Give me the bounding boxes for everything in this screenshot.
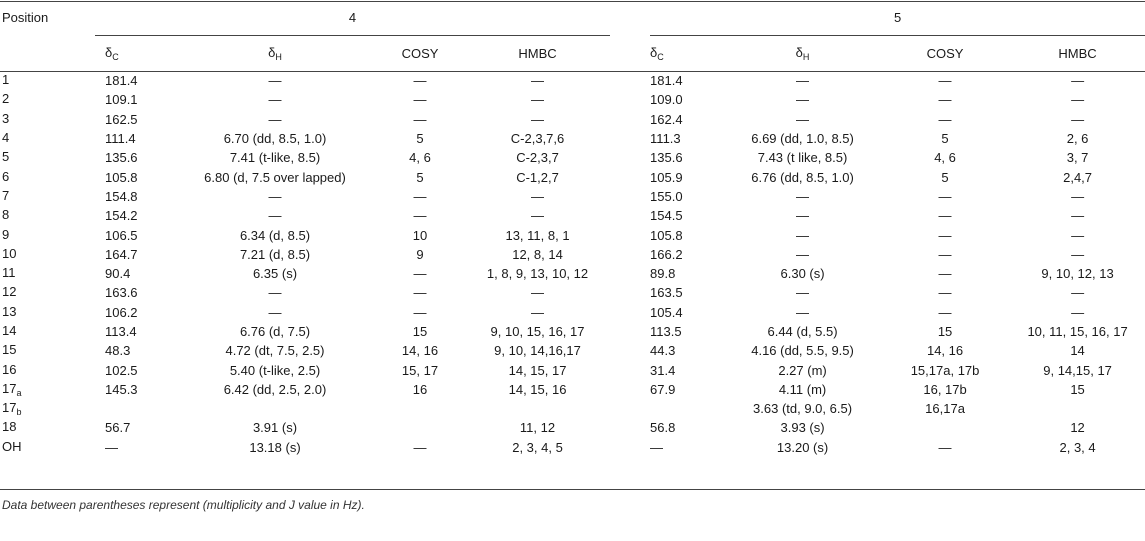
cosy-5-cell: — bbox=[938, 266, 952, 282]
header-row-columns bbox=[0, 35, 1145, 71]
cosy-4-cell: — bbox=[413, 92, 427, 108]
hmbc-5-cell: 9, 14,15, 17 bbox=[1043, 362, 1112, 378]
delta-h-5-cell: 13.20 (s) bbox=[776, 439, 829, 455]
delta-h-4-cell: 6.34 (d, 8.5) bbox=[239, 227, 311, 243]
cosy-5-cell: — bbox=[938, 439, 952, 455]
hmbc-5-cell: 9, 10, 12, 13 bbox=[1041, 266, 1114, 282]
delta-h-5-cell: 6.76 (dd, 8.5, 1.0) bbox=[751, 169, 854, 185]
delta-h-5-cell: — bbox=[796, 246, 810, 262]
delta-c-5-cell: 181.4 bbox=[650, 73, 683, 89]
table-row bbox=[0, 438, 1145, 457]
delta-h-4-cell: 3.91 (s) bbox=[252, 420, 298, 436]
hmbc-5-cell: 2, 3, 4 bbox=[1059, 439, 1096, 455]
cosy-5-cell: 16, 17b bbox=[923, 381, 967, 397]
hmbc-4-cell: — bbox=[531, 304, 545, 320]
delta-h-5-cell: 3.93 (s) bbox=[780, 420, 825, 436]
cosy-5-cell: 15,17a, 17b bbox=[910, 362, 980, 378]
cosy-header-4: COSY bbox=[401, 45, 439, 61]
position-cell: 13 bbox=[2, 303, 17, 319]
spacer-cell bbox=[610, 399, 650, 418]
cosy-4-cell: 10 bbox=[412, 227, 428, 243]
hmbc-4-cell: — bbox=[531, 73, 545, 89]
hmbc-4-cell: C-2,3,7 bbox=[516, 150, 559, 166]
table-row bbox=[0, 380, 1145, 399]
cosy-5-cell: 14, 16 bbox=[926, 343, 964, 359]
hmbc-5-cell: — bbox=[1071, 208, 1085, 224]
delta-c-4-cell: 154.8 bbox=[105, 188, 138, 204]
delta-c-4-cell: 135.6 bbox=[105, 150, 138, 166]
spacer-cell bbox=[610, 360, 650, 379]
delta-c-5-cell: 135.6 bbox=[650, 150, 683, 166]
hmbc-4-cell: — bbox=[531, 92, 545, 108]
delta-h-4-cell: — bbox=[268, 111, 282, 127]
delta-h-5-cell: 4.16 (dd, 5.5, 9.5) bbox=[751, 343, 854, 359]
cosy-5-cell: — bbox=[938, 208, 952, 224]
cosy-4-cell bbox=[375, 399, 465, 418]
spacer-cell bbox=[610, 187, 650, 206]
hmbc-5-cell: — bbox=[1071, 304, 1085, 320]
table-row bbox=[0, 225, 1145, 244]
delta-c-4-cell: 109.1 bbox=[105, 92, 138, 108]
cosy-5-cell: — bbox=[938, 111, 952, 127]
compound-5-header: 5 bbox=[893, 10, 902, 25]
cosy-4-cell: — bbox=[413, 266, 427, 282]
cosy-5-cell: 5 bbox=[941, 131, 949, 147]
cosy-4-cell: 5 bbox=[416, 131, 424, 147]
table-row bbox=[0, 399, 1145, 418]
delta-h-4-cell: 5.40 (t-like, 2.5) bbox=[229, 362, 321, 378]
cosy-4-cell: — bbox=[413, 188, 427, 204]
cosy-4-cell: 16 bbox=[412, 381, 428, 397]
table-row bbox=[0, 341, 1145, 360]
hmbc-4-cell: 12, 8, 14 bbox=[512, 246, 563, 262]
delta-c-4-cell: 106.5 bbox=[105, 227, 138, 243]
table-row bbox=[0, 206, 1145, 225]
delta-h-5-cell: — bbox=[796, 188, 810, 204]
position-cell: 11 bbox=[2, 265, 16, 281]
position-cell: 7 bbox=[2, 187, 10, 203]
delta-h-5-cell: 7.43 (t like, 8.5) bbox=[757, 150, 848, 166]
hmbc-4-cell: 13, 11, 8, 1 bbox=[505, 227, 570, 243]
delta-c-4-cell: — bbox=[105, 439, 118, 455]
table-row bbox=[0, 187, 1145, 206]
hmbc-4-cell: — bbox=[531, 111, 545, 127]
delta-h-4-cell: — bbox=[268, 73, 282, 89]
table-row bbox=[0, 303, 1145, 322]
delta-h-5-cell: — bbox=[796, 208, 810, 224]
spacer-cell bbox=[610, 167, 650, 186]
delta-h-4-cell: — bbox=[268, 208, 282, 224]
delta-h-4-cell: — bbox=[268, 285, 282, 301]
hmbc-header-4: HMBC bbox=[518, 45, 557, 61]
delta-c-5-cell: 109.0 bbox=[650, 92, 683, 108]
delta-h-4-cell: 6.70 (dd, 8.5, 1.0) bbox=[223, 131, 327, 147]
position-cell: 16 bbox=[2, 361, 17, 377]
cosy-5-cell: 16,17a bbox=[925, 401, 965, 417]
delta-h-4-cell: — bbox=[268, 188, 282, 204]
spacer-cell bbox=[610, 264, 650, 283]
delta-c-5-cell: 166.2 bbox=[650, 246, 683, 262]
cosy-4-cell: 14, 16 bbox=[401, 343, 439, 359]
delta-h-4-cell: 6.80 (d, 7.5 over lapped) bbox=[204, 169, 346, 185]
position-cell: 12 bbox=[2, 284, 17, 300]
delta-h-5-cell: — bbox=[796, 227, 810, 243]
delta-c-5-cell: 162.4 bbox=[650, 111, 683, 127]
delta-c-4-cell: 105.8 bbox=[105, 169, 138, 185]
table-row bbox=[0, 360, 1145, 379]
spacer-cell bbox=[610, 148, 650, 167]
spacer-cell bbox=[610, 90, 650, 109]
hmbc-5-cell: 12 bbox=[1070, 420, 1085, 436]
delta-h-4-cell: — bbox=[268, 304, 282, 320]
delta-c-4-cell: 90.4 bbox=[105, 266, 131, 282]
delta-c-5-cell bbox=[650, 399, 725, 418]
hmbc-4-cell: C-2,3,7,6 bbox=[510, 131, 565, 147]
delta-c-4-cell: 111.4 bbox=[105, 131, 136, 147]
position-cell: 6 bbox=[2, 168, 10, 184]
hmbc-4-cell: C-1,2,7 bbox=[516, 169, 559, 185]
footnote: Data between parentheses represent (multiplicity and J value in Hz). bbox=[2, 498, 365, 512]
hmbc-5-cell: — bbox=[1071, 111, 1085, 127]
cosy-5-cell: — bbox=[938, 92, 952, 108]
cosy-5-cell bbox=[880, 418, 1010, 437]
delta-c-4-cell: 102.5 bbox=[105, 362, 138, 378]
header-row-compounds bbox=[0, 0, 1145, 35]
delta-h-4-cell: 13.18 (s) bbox=[249, 439, 301, 455]
cosy-5-cell: — bbox=[938, 188, 952, 204]
hmbc-5-cell: 2,4,7 bbox=[1063, 169, 1093, 185]
delta-h-5-cell: — bbox=[796, 73, 810, 89]
delta-c-4-cell: 164.7 bbox=[105, 246, 138, 262]
delta-h-5-cell: — bbox=[796, 111, 810, 127]
hmbc-5-cell: — bbox=[1071, 227, 1085, 243]
cosy-4-cell: — bbox=[413, 439, 427, 455]
delta-c-4-cell: 154.2 bbox=[105, 208, 138, 224]
position-cell: 4 bbox=[2, 130, 10, 146]
delta-h-5-cell: 6.69 (dd, 1.0, 8.5) bbox=[751, 131, 854, 147]
position-cell: $17_a$ bbox=[2, 380, 22, 398]
spacer-cell bbox=[610, 206, 650, 225]
delta-h-4-cell: 6.76 (d, 7.5) bbox=[239, 324, 311, 339]
cosy-4-cell: — bbox=[413, 208, 427, 224]
table-row bbox=[0, 90, 1145, 109]
hmbc-5-cell: 14 bbox=[1070, 343, 1085, 359]
delta-h-5-cell: — bbox=[796, 92, 810, 108]
delta-h-5-cell: 2.27 (m) bbox=[778, 362, 827, 378]
table-row bbox=[0, 245, 1145, 264]
hmbc-4-cell: 14, 15, 17 bbox=[508, 362, 567, 378]
spacer-cell bbox=[610, 283, 650, 302]
position-cell: 18 bbox=[2, 419, 17, 435]
table-row bbox=[0, 418, 1145, 437]
delta-h-5-cell: — bbox=[796, 304, 810, 320]
cosy-5-cell: 15 bbox=[937, 324, 953, 339]
delta-h-4-cell: 7.21 (d, 8.5) bbox=[239, 246, 311, 262]
spacer-cell bbox=[610, 245, 650, 264]
delta-c-5-cell: 105.8 bbox=[650, 227, 683, 243]
cosy-4-cell bbox=[375, 418, 465, 437]
delta-c-5-cell: 111.3 bbox=[650, 131, 681, 147]
delta-c-4-cell: 113.4 bbox=[105, 324, 137, 339]
hmbc-4-cell: 11, 12 bbox=[519, 420, 556, 436]
delta-h-4-cell: 6.35 (s) bbox=[252, 266, 298, 282]
delta-c-5-cell: 105.4 bbox=[650, 304, 683, 320]
cosy-5-cell: 4, 6 bbox=[934, 150, 956, 166]
hmbc-4-cell bbox=[465, 399, 610, 418]
cosy-4-cell: 15, 17 bbox=[401, 362, 439, 378]
position-cell: $17_b$ bbox=[2, 400, 22, 418]
delta-h-4-cell: 7.41 (t-like, 8.5) bbox=[229, 150, 321, 166]
delta-c-4-cell: 56.7 bbox=[105, 420, 131, 436]
cosy-4-cell: — bbox=[413, 304, 427, 320]
delta-c-5-cell: 155.0 bbox=[650, 188, 683, 204]
spacer-cell bbox=[610, 341, 650, 360]
table-row bbox=[0, 148, 1145, 167]
position-cell: 3 bbox=[2, 110, 10, 126]
cosy-5-cell: — bbox=[938, 285, 952, 301]
delta-c-5-cell: 154.5 bbox=[650, 208, 683, 224]
position-header: Position bbox=[2, 10, 49, 25]
delta-h-4-cell: 6.42 (dd, 2.5, 2.0) bbox=[223, 381, 327, 397]
delta-h-4-cell bbox=[175, 399, 375, 418]
position-cell: 10 bbox=[2, 245, 17, 261]
delta-c-4-cell: 162.5 bbox=[105, 111, 138, 127]
spacer-cell bbox=[610, 225, 650, 244]
hmbc-5-cell bbox=[1010, 399, 1145, 418]
delta-h-5-cell: — bbox=[796, 285, 810, 301]
hmbc-4-cell: 9, 10, 15, 16, 17 bbox=[490, 324, 585, 339]
delta-h-5-cell: 6.44 (d, 5.5) bbox=[767, 324, 838, 339]
spacer-cell bbox=[610, 438, 650, 457]
delta-c-5-cell: — bbox=[650, 439, 664, 455]
delta-c-5-cell: 105.9 bbox=[650, 169, 683, 185]
delta-c-4-cell: 106.2 bbox=[105, 304, 138, 320]
cosy-4-cell: — bbox=[413, 111, 427, 127]
table-row bbox=[0, 129, 1145, 148]
cosy-4-cell: — bbox=[413, 285, 427, 301]
table-row bbox=[0, 264, 1145, 283]
delta-c-4-cell: 181.4 bbox=[105, 73, 138, 89]
spacer-cell bbox=[610, 418, 650, 437]
hmbc-5-cell: — bbox=[1071, 73, 1085, 89]
delta-c-4-cell: 163.6 bbox=[105, 285, 138, 301]
cosy-5-cell: — bbox=[938, 246, 952, 262]
delta-c-4-cell: 145.3 bbox=[105, 381, 138, 397]
delta-h-5-cell: 6.30 (s) bbox=[780, 266, 825, 282]
hmbc-5-cell: — bbox=[1071, 285, 1085, 301]
compound-4-header: 4 bbox=[348, 10, 357, 25]
hmbc-5-cell: 2, 6 bbox=[1066, 131, 1089, 147]
delta-h-5-cell: 4.11 (m) bbox=[778, 381, 827, 397]
cosy-4-cell: 15 bbox=[412, 324, 428, 339]
table-body bbox=[0, 71, 1145, 457]
hmbc-5-cell: 15 bbox=[1070, 381, 1085, 397]
hmbc-5-cell: — bbox=[1071, 188, 1085, 204]
hmbc-4-cell: 1, 8, 9, 13, 10, 12 bbox=[486, 266, 589, 282]
hmbc-4-cell: — bbox=[531, 285, 545, 301]
position-cell: 14 bbox=[2, 323, 17, 338]
hmbc-header-5: HMBC bbox=[1058, 45, 1097, 61]
delta-c-5-cell: 163.5 bbox=[650, 285, 683, 301]
position-cell: OH bbox=[2, 438, 22, 454]
delta-c-5-cell: 89.8 bbox=[650, 266, 676, 282]
hmbc-5-cell: 10, 11, 15, 16, 17 bbox=[1027, 324, 1128, 339]
delta-c-5-cell: 67.9 bbox=[650, 381, 676, 397]
cosy-5-cell: — bbox=[938, 227, 952, 243]
table-row bbox=[0, 167, 1145, 186]
delta-h-4-cell: 4.72 (dt, 7.5, 2.5) bbox=[225, 343, 325, 359]
delta-c-4-cell bbox=[95, 399, 175, 418]
delta-c-4-cell: 48.3 bbox=[105, 343, 131, 359]
delta-c-5-cell: 31.4 bbox=[650, 362, 676, 378]
cosy-5-cell: 5 bbox=[941, 169, 949, 185]
hmbc-5-cell: 3, 7 bbox=[1066, 150, 1089, 166]
cosy-header-5: COSY bbox=[926, 45, 964, 61]
delta-h-5-cell: 3.63 (td, 9.0, 6.5) bbox=[753, 401, 853, 417]
table-row bbox=[0, 71, 1145, 90]
delta-c-header-5: $\delta_C$ bbox=[650, 44, 664, 62]
cosy-4-cell: 4, 6 bbox=[409, 150, 431, 166]
spacer-cell bbox=[610, 71, 650, 90]
spacer-cell bbox=[610, 110, 650, 129]
cosy-4-cell: 5 bbox=[416, 169, 424, 185]
spacer-cell bbox=[610, 129, 650, 148]
hmbc-4-cell: — bbox=[531, 188, 545, 204]
delta-c-5-cell: 44.3 bbox=[650, 343, 676, 359]
hmbc-4-cell: 2, 3, 4, 5 bbox=[512, 439, 563, 455]
hmbc-5-cell: — bbox=[1071, 246, 1085, 262]
position-cell: 2 bbox=[2, 91, 10, 107]
hmbc-4-cell: — bbox=[531, 208, 545, 224]
table-row bbox=[0, 110, 1145, 129]
hmbc-5-cell: — bbox=[1071, 92, 1085, 108]
hmbc-4-cell: 9, 10, 14,16,17 bbox=[494, 343, 581, 359]
delta-c-header-4: $\delta_C$ bbox=[105, 44, 119, 62]
spacer-cell bbox=[610, 380, 650, 399]
hmbc-4-cell: 14, 15, 16 bbox=[508, 381, 567, 397]
position-cell: 1 bbox=[2, 72, 10, 88]
cosy-5-cell: — bbox=[938, 304, 952, 320]
delta-c-5-cell: 56.8 bbox=[650, 420, 676, 436]
spacer-cell bbox=[610, 322, 650, 341]
position-cell: 9 bbox=[2, 226, 10, 242]
spacer-cell bbox=[610, 303, 650, 322]
cosy-4-cell: — bbox=[413, 73, 427, 89]
delta-h-header-5: $\delta_H$ bbox=[795, 44, 810, 62]
position-cell: 8 bbox=[2, 207, 10, 223]
delta-c-5-cell: 113.5 bbox=[650, 324, 682, 339]
table-row bbox=[0, 322, 1145, 341]
position-cell: 5 bbox=[2, 149, 10, 165]
delta-h-header-4: $\delta_H$ bbox=[268, 44, 282, 62]
bottom-rule bbox=[0, 489, 1145, 490]
cosy-5-cell: — bbox=[938, 73, 952, 89]
table-row bbox=[0, 283, 1145, 302]
position-cell: 15 bbox=[2, 342, 17, 358]
cosy-4-cell: 9 bbox=[416, 246, 424, 262]
delta-h-4-cell: — bbox=[268, 92, 282, 108]
